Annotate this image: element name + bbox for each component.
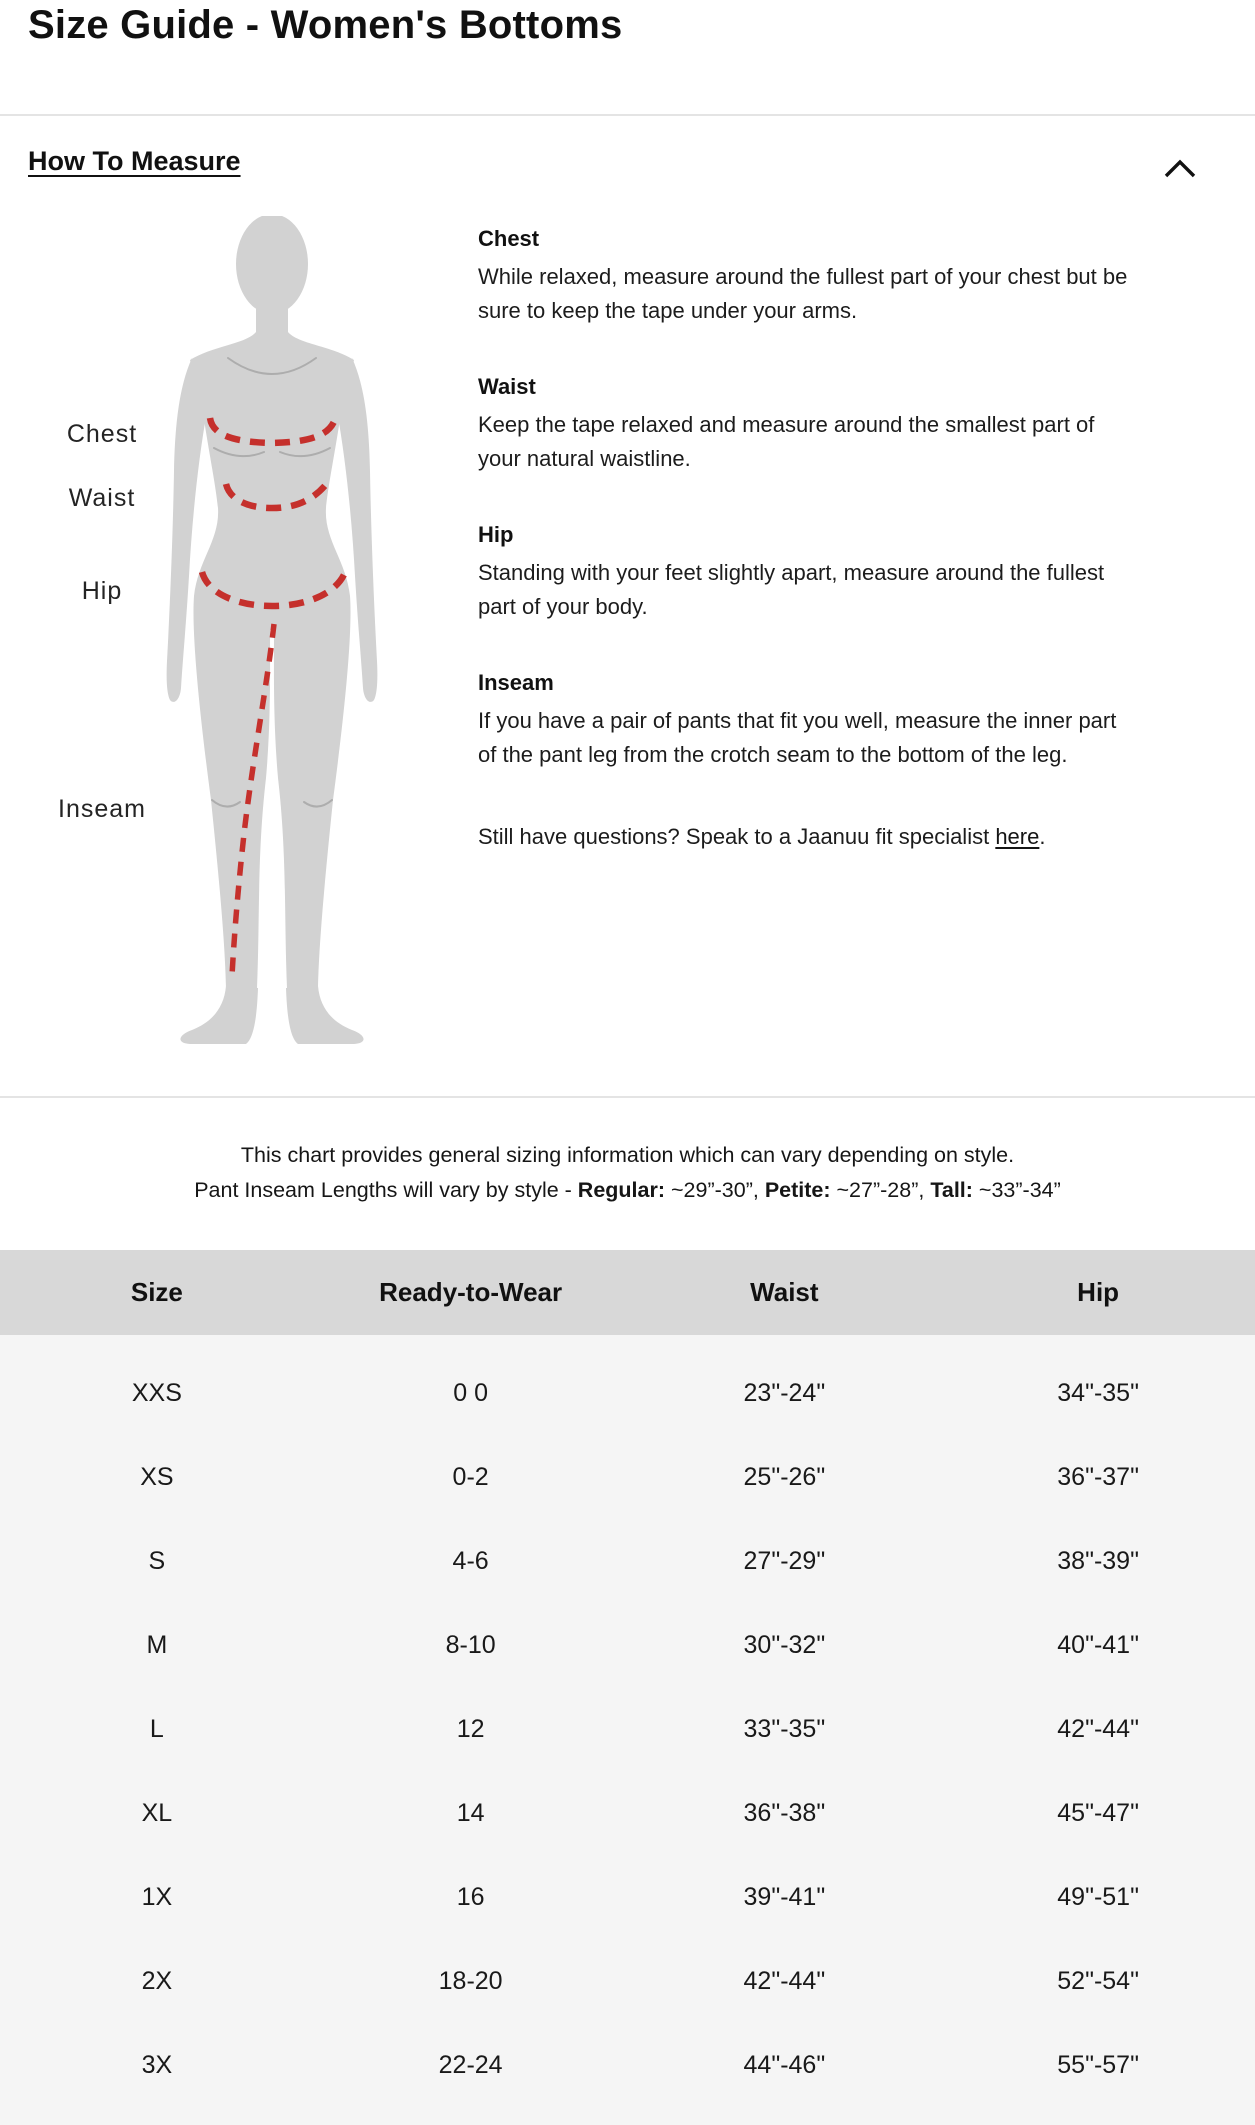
cell-waist: 33"-35" bbox=[743, 1714, 826, 1743]
table-header bbox=[0, 1250, 1255, 1335]
cell-hip: 52"-54" bbox=[1057, 1966, 1139, 1995]
cell-hip: 40"-41" bbox=[1057, 1630, 1139, 1659]
cell-ready-to-wear: 22-24 bbox=[438, 2050, 503, 2079]
note-regular-label: Regular: bbox=[577, 1178, 666, 1202]
cell-waist: 42"-44" bbox=[743, 1966, 826, 1995]
figure-label-inseam: Inseam bbox=[58, 795, 146, 823]
table-row bbox=[0, 1435, 1255, 1519]
cell-size: XS bbox=[140, 1462, 174, 1491]
measure-instructions bbox=[478, 224, 1238, 854]
table-row bbox=[0, 1771, 1255, 1855]
cell-size: S bbox=[148, 1546, 166, 1575]
how-to-measure-toggle[interactable]: How To Measure bbox=[28, 146, 241, 176]
header-waist: Waist bbox=[750, 1277, 819, 1307]
table-row bbox=[0, 1519, 1255, 1603]
divider bbox=[0, 114, 1255, 116]
sizing-note bbox=[0, 1138, 1255, 1208]
note-petite-value: ~27”-28”, bbox=[830, 1178, 931, 1202]
cell-size: 2X bbox=[141, 1966, 173, 1995]
table-row bbox=[0, 2023, 1255, 2107]
cell-hip: 36"-37" bbox=[1057, 1462, 1139, 1491]
figure-right-foot bbox=[286, 986, 364, 1044]
section-waist bbox=[478, 372, 1238, 476]
figure-left-foot bbox=[180, 986, 258, 1044]
figure-label-hip: Hip bbox=[81, 577, 123, 605]
section-heading: Waist bbox=[478, 374, 536, 399]
header-size: Size bbox=[130, 1277, 183, 1307]
divider bbox=[0, 1096, 1255, 1098]
cell-size: XXS bbox=[131, 1378, 182, 1407]
cell-ready-to-wear: 0 0 bbox=[453, 1378, 488, 1407]
cell-size: L bbox=[149, 1714, 164, 1743]
table-row bbox=[0, 1351, 1255, 1435]
cell-hip: 45"-47" bbox=[1057, 1798, 1139, 1827]
cell-hip: 55"-57" bbox=[1057, 2050, 1139, 2079]
cell-size: 3X bbox=[141, 2050, 173, 2079]
section-text-line: While relaxed, measure around the fullest part of your chest but be bbox=[478, 264, 1128, 289]
cell-waist: 36"-38" bbox=[743, 1798, 826, 1827]
fit-specialist-link[interactable]: here bbox=[995, 824, 1040, 849]
table-row bbox=[0, 1687, 1255, 1771]
figure-label-chest: Chest bbox=[66, 420, 138, 448]
questions-text: Still have questions? Speak to a Jaanuu fit specialist bbox=[478, 824, 996, 849]
cell-hip: 49"-51" bbox=[1057, 1882, 1139, 1911]
section-hip bbox=[478, 520, 1238, 624]
cell-ready-to-wear: 14 bbox=[456, 1798, 485, 1827]
header-ready-to-wear: Ready-to-Wear bbox=[379, 1277, 563, 1307]
cell-ready-to-wear: 4-6 bbox=[452, 1546, 489, 1575]
measurement-figure bbox=[150, 216, 395, 1051]
cell-ready-to-wear: 8-10 bbox=[445, 1630, 496, 1659]
table-row bbox=[0, 1855, 1255, 1939]
cell-waist: 44"-46" bbox=[743, 2050, 826, 2079]
section-text-line: your natural waistline. bbox=[478, 446, 691, 471]
cell-waist: 30"-32" bbox=[743, 1630, 826, 1659]
section-heading: Inseam bbox=[478, 670, 554, 695]
section-text-line: If you have a pair of pants that fit you well, measure the inner part bbox=[478, 708, 1117, 733]
cell-ready-to-wear: 0-2 bbox=[452, 1462, 489, 1491]
note-regular-value: ~29”-30”, bbox=[665, 1178, 765, 1202]
table-row bbox=[0, 1939, 1255, 2023]
collapse-section-button[interactable] bbox=[1152, 146, 1208, 192]
note-prefix: Pant Inseam Lengths will vary by style - bbox=[194, 1178, 578, 1202]
cell-hip: 42"-44" bbox=[1057, 1714, 1139, 1743]
cell-waist: 27"-29" bbox=[743, 1546, 826, 1575]
note-tall-value: ~33”-34” bbox=[972, 1178, 1061, 1202]
cell-size: XL bbox=[141, 1798, 173, 1827]
section-heading: Hip bbox=[478, 522, 514, 547]
table-body bbox=[0, 1335, 1255, 2125]
cell-waist: 39"-41" bbox=[743, 1882, 826, 1911]
section-heading: Chest bbox=[478, 226, 540, 251]
section-text-line: Keep the tape relaxed and measure around the smallest part of bbox=[478, 412, 1095, 437]
cell-waist: 25"-26" bbox=[743, 1462, 826, 1491]
table-row bbox=[0, 1603, 1255, 1687]
sizing-note-line1: This chart provides general sizing information which can vary depending on style. bbox=[240, 1143, 1015, 1167]
cell-size: M bbox=[146, 1630, 168, 1659]
cell-ready-to-wear: 18-20 bbox=[438, 1966, 503, 1995]
page-title: Size Guide - Women's Bottoms bbox=[28, 3, 623, 47]
cell-hip: 38"-39" bbox=[1057, 1546, 1139, 1575]
chevron-up-icon bbox=[1161, 157, 1199, 181]
cell-waist: 23"-24" bbox=[743, 1378, 826, 1407]
sizing-note-line2 bbox=[0, 1173, 1255, 1208]
figure-label-waist: Waist bbox=[68, 484, 136, 512]
section-text-line: Standing with your feet slightly apart, measure around the fullest bbox=[478, 560, 1105, 585]
section-text-line: part of your body. bbox=[478, 594, 648, 619]
cell-hip: 34"-35" bbox=[1057, 1378, 1139, 1407]
questions-period: . bbox=[1039, 824, 1046, 849]
cell-size: 1X bbox=[141, 1882, 173, 1911]
section-text-line: sure to keep the tape under your arms. bbox=[478, 298, 858, 323]
note-petite-label: Petite: bbox=[764, 1178, 831, 1202]
cell-ready-to-wear: 16 bbox=[456, 1882, 485, 1911]
section-text-line: of the pant leg from the crotch seam to the bottom of the leg. bbox=[478, 742, 1068, 767]
section-chest bbox=[478, 224, 1238, 328]
section-inseam bbox=[478, 668, 1238, 772]
questions-line bbox=[478, 820, 1238, 854]
note-tall-label: Tall: bbox=[930, 1178, 973, 1202]
header-hip: Hip bbox=[1077, 1277, 1120, 1307]
cell-ready-to-wear: 12 bbox=[456, 1714, 485, 1743]
